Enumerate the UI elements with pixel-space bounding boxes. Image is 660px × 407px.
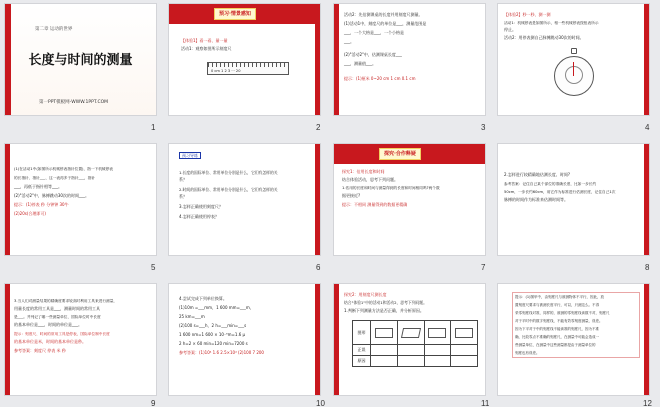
- hint-line: 提示：(1)厘米 0~20 cm 1 cm 0.1 cm: [344, 76, 416, 81]
- content-line: 系？: [179, 177, 187, 182]
- footer-text: 第一PPT模板网-WWW.1PPT.COM: [39, 100, 109, 105]
- ruler-figure-c: [428, 328, 446, 338]
- content-line: ___，测量值___。: [344, 61, 376, 66]
- slide-thumbnail-6[interactable]: [168, 143, 321, 256]
- content-line: 3.当人们对测量结果的精确度要求较高时利用工具来进行测量，: [14, 299, 118, 303]
- content-line: 3.怎样正确使用刻度尺？: [179, 204, 223, 209]
- slide-number: 4: [645, 123, 650, 132]
- slide-number: 11: [481, 399, 490, 407]
- content-line: 4.尝试完成下列单位换算。: [179, 296, 227, 301]
- ruler-figure-d: [455, 328, 473, 338]
- slide-thumbnail-3[interactable]: [333, 3, 486, 116]
- content-line: 的长指针、指针___、这一表再多于指针___，指针: [14, 176, 96, 180]
- tag-label: 预习导练: [179, 152, 201, 159]
- content-line: 探究2：用刻度尺测长度: [344, 292, 387, 297]
- content-line: (2)"活动2"中，估测课桌长度___: [344, 52, 402, 57]
- stopwatch-image: [552, 48, 596, 100]
- table-row: [353, 356, 478, 367]
- hint-line: 提示：不相同 测量得到的数据更精确: [342, 202, 408, 207]
- content-line: (1)10m =___mm，1 600 mm=___m，: [179, 305, 254, 310]
- slide-number: 9: [151, 399, 156, 407]
- slide-number: 5: [151, 263, 156, 272]
- content-line: 25 km=___m: [179, 314, 205, 319]
- content-line: ___。: [344, 39, 354, 44]
- table-header-cell: 正误: [353, 345, 371, 356]
- content-line: 脉搏的时间作为标准来估测时间等。: [504, 197, 568, 202]
- content-line: 2.时间的国际单位、常用单位分别是什么，它们有怎样的关: [179, 187, 278, 192]
- slide-thumbnail-12[interactable]: [497, 283, 650, 396]
- hint-line: 提示：(1)停表 秒 分钟钟 30牛: [14, 202, 69, 207]
- content-line: 4.怎样正确使用停表？: [179, 214, 219, 219]
- content-line: 活动2：先估测课桌的长度并用刻度尺测量。: [344, 12, 423, 17]
- content-line: 因为下平对于中的刻度线不能读准的刻度尺，因为不准: [515, 327, 599, 331]
- slide-number: 12: [643, 399, 652, 407]
- chapter-label: 第二章 运动的世界: [35, 27, 73, 32]
- slide-number: 6: [316, 263, 321, 272]
- content-line: 的基本单位是___，时间的单位是___。: [14, 322, 82, 327]
- slide-thumbnail-2[interactable]: [168, 3, 321, 116]
- content-line: ___，再低于指针相等___。: [14, 184, 62, 189]
- slide-thumbnail-11[interactable]: [333, 283, 486, 396]
- slide-sidebar: [5, 284, 10, 395]
- content-line: 是___。并列记了哪一些测量单位、国际单位时中长度: [14, 315, 101, 319]
- content-line: 【体验2】秒一秒、测一测: [504, 12, 551, 17]
- slide-sidebar: [315, 284, 320, 395]
- slide-thumbnail-4[interactable]: [497, 3, 650, 116]
- content-line: 参考答案：记住自己某个部位的准确长度，比如一步长约: [504, 182, 597, 186]
- content-line: 系？: [179, 194, 187, 199]
- content-line: 1.估用的长度和时间与测量得到的长度和时间相同吗?两个数: [342, 186, 440, 190]
- content-line: 据更接近?: [342, 193, 361, 198]
- answer-line: 参考答案：刻度尺 停表 米 秒: [14, 348, 66, 353]
- content-line: 1.长度的国际单位、常用单位分别是什么，它们有怎样的关: [179, 170, 278, 175]
- content-line: 探究1：估用长度和时间: [342, 169, 385, 174]
- ruler-figure-a: [375, 328, 393, 338]
- content-line: 些测量单位、在测量中这些测量都是由于测量单位的: [515, 343, 596, 347]
- content-line: 提示：(1)图甲中，由刻度尺与被测物体不平行，因此，放: [515, 295, 604, 299]
- slide-sidebar: [644, 4, 649, 115]
- content-line: 置刻度尺要求与被测长度平行，可以，只测这么。不得: [515, 303, 599, 307]
- table-row: [353, 321, 478, 345]
- slide-number: 10: [316, 399, 325, 407]
- table-header-cell: 原因: [353, 356, 371, 367]
- content-line: (1)在活动1中(如图所示机械停表指针位置)，指一下机械停表: [14, 167, 113, 171]
- content-line: 1.判断下列测量方法是否正确，并分析原因。: [344, 308, 424, 313]
- slide-number: 2: [316, 123, 321, 132]
- content-line: 用量长度的常用工具是___，测量时间的常用工具: [14, 306, 100, 311]
- slide-title: 长度与时间的测量: [28, 52, 133, 67]
- slide-thumbnail-5[interactable]: [4, 143, 157, 256]
- content-line: (2)"活动2"中，脉搏跳动30次的时间___。: [14, 193, 89, 198]
- content-line: 活动2：用停表测自己脉搏跳动30次的时间。: [504, 35, 584, 40]
- content-line: 2 h=2 × 60 min=120 min=7200 s: [179, 341, 248, 346]
- table-header-cell: 图形: [353, 321, 371, 345]
- slide-thumbnail-8[interactable]: [497, 143, 650, 256]
- slide-thumbnail-10[interactable]: [168, 283, 321, 396]
- content-line: 结合"体验1"中的活动1和活动2，思考下列问题。: [344, 300, 427, 305]
- section-header: 预习·情景感知: [214, 8, 256, 20]
- content-line: 1 600 nm=1 600 × 10⁻⁹m=1.6 μ: [179, 332, 246, 337]
- content-line: 【体验1】看一看、量一量: [181, 38, 228, 43]
- slide-thumbnail-1[interactable]: [4, 3, 157, 116]
- slide-thumbnail-9[interactable]: [4, 283, 157, 396]
- measurement-table: [352, 320, 478, 367]
- section-header: 探究·合作释疑: [379, 148, 421, 160]
- content-line: 活动1：观察如图所示刻度尺: [181, 46, 232, 51]
- slide-sidebar: [5, 144, 10, 255]
- content-line: ___，一个大格是___，一个小格是: [344, 30, 404, 35]
- table-row: [353, 345, 478, 356]
- slide-sidebar: [334, 4, 339, 115]
- hint-line: 提示：刻度尺、时间的常用工具是停表，国际单位制中长度: [14, 332, 110, 336]
- slide-sidebar: [644, 144, 649, 255]
- content-line: 50cm，一步长约60cm，用它作为标准进行估测长度，记住自己1次: [504, 190, 616, 194]
- content-line: (1)活动1中，刻度尺的单位是___，测量范围是: [344, 21, 427, 26]
- slide-number: 7: [481, 263, 486, 272]
- slide-thumbnail-7[interactable]: [333, 143, 486, 256]
- content-line: 刻度也有误差。: [515, 351, 540, 355]
- slide-number: 3: [481, 123, 486, 132]
- hint-line: 的基本单位是米，时间的基本单位是秒。: [14, 339, 86, 344]
- answer-line: 参考答案：(1)10⁴ 1.6 2.5×10⁴ (2)100 7 200: [179, 350, 264, 355]
- hint-line: (2)20s(合理即可): [14, 211, 46, 216]
- slide-number: 8: [645, 263, 650, 272]
- ruler-scale: 0 cm 1 2 3 ··· 20: [211, 69, 241, 73]
- content-line: 确，比较零点不准确的刻度尺，在测量中可能会造成一: [515, 335, 599, 339]
- slide-sidebar: [644, 284, 649, 395]
- content-line: 停止。: [504, 27, 516, 32]
- slide-number: 1: [151, 123, 156, 132]
- content-line: 结合体验活动，思考下列问题。: [342, 177, 398, 182]
- content-line: 2.怎样进行较精确地估测长度、时间?: [504, 172, 570, 177]
- content-line: 对于平时中的数字刻度线，不能有效零刻度测量，误差。: [515, 319, 603, 323]
- slide-sidebar: [315, 4, 320, 115]
- ruler-illustration: [207, 62, 289, 75]
- content-line: 采零刻度线对准，同样的，被测的零刻度线读数不对，刻度尺: [515, 311, 610, 315]
- slide-sidebar: [315, 144, 320, 255]
- slide-sidebar: [334, 284, 339, 395]
- content-line: (2)100 s=___h，2 h=___min=___s: [179, 323, 247, 328]
- content-line: 活动1：机械停表是如图所示，相一些机械停表按钮表所示: [504, 21, 599, 25]
- ruler-figure-b: [401, 328, 421, 338]
